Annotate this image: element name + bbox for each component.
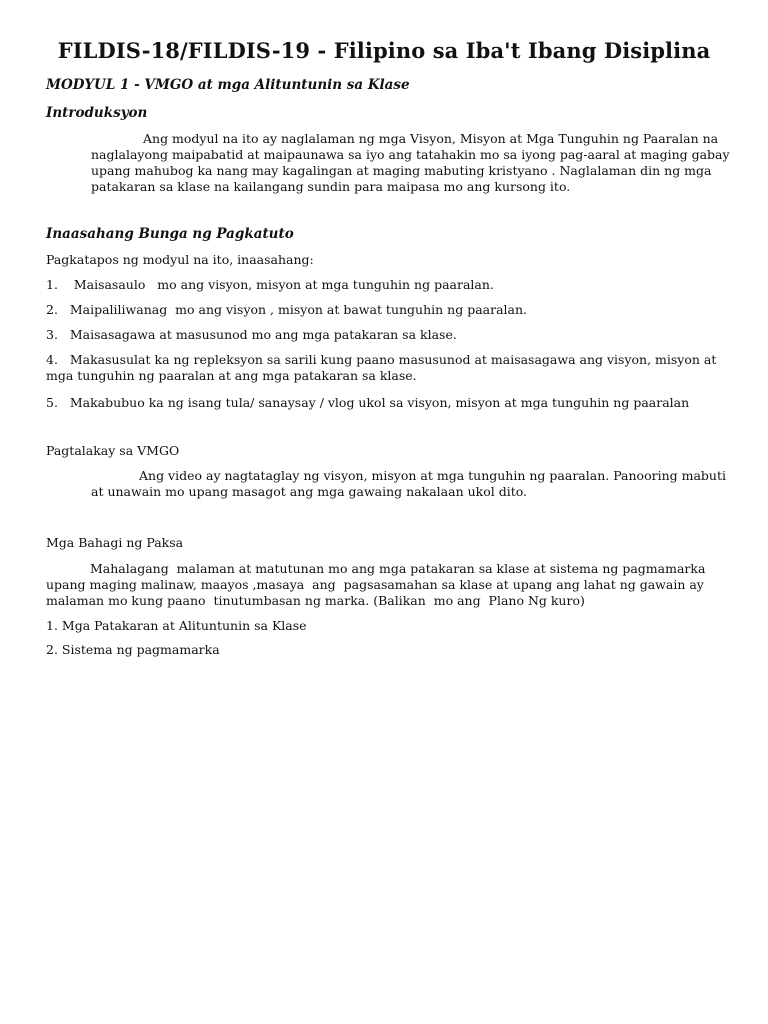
parts-item: 2. Sistema ng pagmamarka xyxy=(46,642,220,657)
module-heading: MODYUL 1 - VMGO at mga Alituntunin sa Klase xyxy=(46,77,410,93)
vmgo-paragraph: Ang video ay nagtataglay ng visyon, misyon at mga tunguhin ng paaralan. Panooring mabuti at unawain mo upang masagot ang mga gawaing nakalaan ukol dito. xyxy=(91,468,726,499)
outcome-item: 1. Maisasaulo mo ang visyon, misyon at mga tunguhin ng paaralan. xyxy=(46,277,494,292)
intro-paragraph: Ang modyul na ito ay naglalaman ng mga Visyon, Misyon at Mga Tunguhin ng Paaralan na naglalayong maipabatid at maipaunawa sa iyo ang tatahakin mo sa iyong pag-aaral at maging gabay upang mahubog ka nang may kagalingan at maging mabuting kristyano . Naglalaman din ng mga patakaran sa klase na kailangang sundin para maipasa mo ang kursong ito. xyxy=(91,131,730,194)
parts-paragraph: Mahalagang malaman at matutunan mo ang mga patakaran sa klase at sistema ng pagmamarka upang maging malinaw, maayos ,masaya ang pagsasamahan sa klase at upang ang lahat ng gawain ay malaman mo kung paano tinutumbasan ng marka. (Balikan mo ang Plano Ng kuro) xyxy=(46,561,710,608)
outcome-item: 5. Makabubuo ka ng isang tula/ sanaysay / vlog ukol sa visyon, misyon at mga tunguhin ng paaralan xyxy=(46,395,690,410)
intro-heading: Introduksyon xyxy=(46,105,148,121)
outcome-item: 2. Maipaliliwanag mo ang visyon , misyon at bawat tunguhin ng paaralan. xyxy=(46,302,528,317)
parts-item: 1. Mga Patakaran at Alituntunin sa Klase xyxy=(46,618,307,633)
parts-heading: Mga Bahagi ng Paksa xyxy=(46,535,184,550)
outcome-item: 4. Makasusulat ka ng repleksyon sa sarili kung paano masusunod at maisasagawa ang visyon, misyon at mga tunguhin ng paaralan at ang mga patakaran sa klase. xyxy=(46,352,721,383)
outcomes-heading: Inaasahang Bunga ng Pagkatuto xyxy=(46,226,294,242)
outcomes-intro: Pagkatapos ng modyul na ito, inaasahang: xyxy=(46,252,314,267)
document-title: FILDIS-18/FILDIS-19 - Filipino sa Iba't Ibang Disiplina xyxy=(57,38,711,63)
outcome-item: 3. Maisasagawa at masusunod mo ang mga patakaran sa klase. xyxy=(46,327,457,342)
vmgo-heading: Pagtalakay sa VMGO xyxy=(46,443,180,458)
